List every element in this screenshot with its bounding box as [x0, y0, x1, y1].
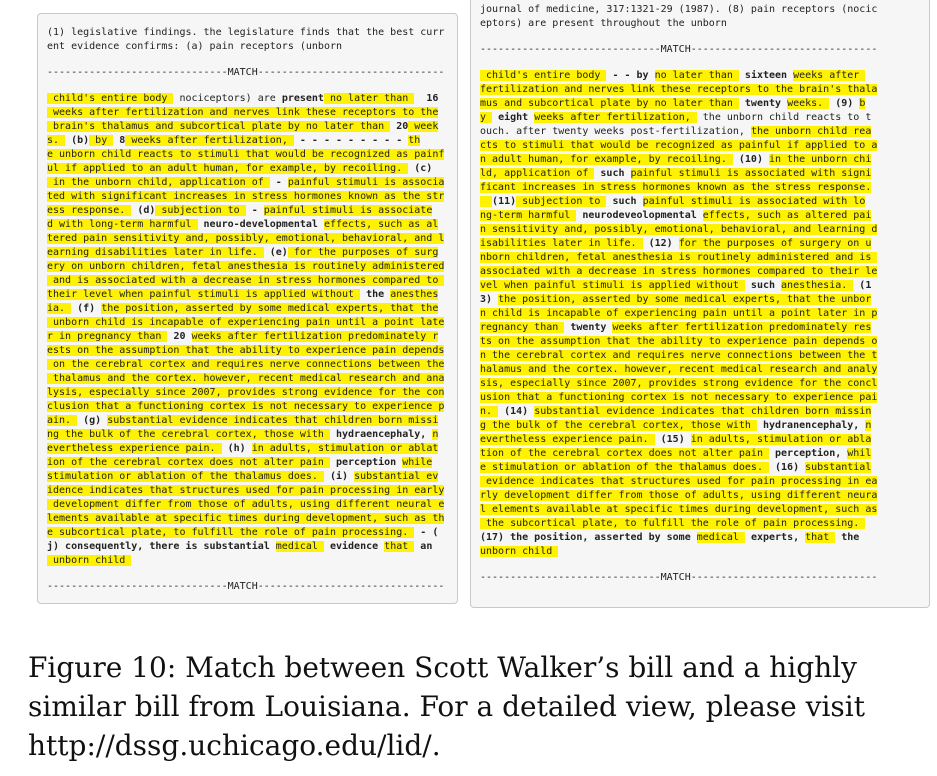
text-line: ery on unborn children, fetal anesthesia is routinely administered — [47, 261, 445, 272]
text-line: evertheless experience pain. (15) in adults, stimulation or abla — [480, 434, 872, 445]
text-line: ul if applied to an adult human, for example, by recoiling. (c) — [47, 163, 433, 174]
text-line: clusion that a functioning cortex is not necessary to experience p — [47, 401, 445, 412]
text-line: nborn children, fetal anesthesia is routinely administered and is — [480, 252, 878, 263]
text-line: child's entire body - - by no later than sixteen weeks after — [480, 70, 866, 81]
text-line: ess response. (d) subjection to - painful stimuli is associate — [47, 205, 433, 216]
text-line: ion of the cerebral cortex does not alter pain perception while — [47, 457, 433, 468]
text-line: idence indicates that structures used for pain processing in early — [47, 485, 445, 496]
match-separator: ------------------------------MATCH------------------------------- — [480, 44, 878, 55]
caption-line-2: similar bill from Louisiana. For a detailed view, please visit — [28, 690, 865, 723]
panel-header — [47, 26, 448, 54]
bill-panel-right — [470, 0, 930, 608]
text-line: unborn child — [47, 555, 132, 566]
text-line: mus and subcortical plate by no later than twenty weeks. (9) b — [480, 98, 866, 109]
caption-line-1: Figure 10: Match between Scott Walker’s bill and a highly — [28, 651, 857, 684]
text-line: sis, especially since 2007, provides strong evidence for the concl — [480, 378, 878, 389]
text-line: in the unborn child, application of - painful stimuli is associa — [47, 177, 445, 188]
caption-url: http://dssg.uchicago.edu/lid/. — [28, 729, 441, 762]
header-line: eptors) are present throughout the unborn — [480, 18, 727, 29]
text-line: isabilities later in life. (12) for the purposes of surgery on u — [480, 238, 872, 249]
text-line: n. (14) substantial evidence indicates that children born missin — [480, 406, 872, 417]
text-line: vel when painful stimuli is applied without such anesthesia. (1 — [480, 280, 872, 291]
text-line: evertheless experience pain. (h) in adults, stimulation or ablat — [47, 443, 439, 454]
figure-caption — [28, 648, 928, 765]
text-line: n child is incapable of experiencing pain until a point later in p — [480, 308, 878, 319]
text-line: e subcortical plate, to fulfill the role of pain processing. - ( — [47, 527, 439, 538]
header-line: (1) legislative findings. the legislature finds that the best curr — [47, 27, 445, 38]
text-line: ficant increases in stress hormones known as the stress response. — [480, 182, 872, 193]
text-line: development differ from those of adults, using different neural e — [47, 499, 445, 510]
text-line: thalamus and the cortex. however, recent medical research and ana — [47, 373, 445, 384]
text-line: tion of the cerebral cortex does not alter pain perception, whil — [480, 448, 872, 459]
text-line: j) consequently, there is substantial medical evidence that an — [47, 541, 433, 552]
text-line: the subcortical plate, to fulfill the role of pain processing. — [480, 518, 866, 529]
match-separator: ------------------------------MATCH------------------------------- — [480, 572, 878, 583]
text-line: regnancy than twenty weeks after fertilization predominately res — [480, 322, 872, 333]
text-line: weeks after fertilization and nerves link these receptors to the — [47, 107, 439, 118]
text-line: (17) the position, asserted by some medical experts, that the — [480, 532, 860, 543]
text-line: ld, application of such painful stimuli is associated with signi — [480, 168, 872, 179]
panel-header — [480, 3, 920, 31]
text-line: tered pain sensitivity and, possibly, emotional, behavioral, and l — [47, 233, 445, 244]
text-line: their level when painful stimuli is applied without the anesthes — [47, 289, 439, 300]
text-line: brain's thalamus and subcortical plate by no later than 20 week — [47, 121, 439, 132]
text-line: associated with a decrease in stress hormones compared to their le — [480, 266, 878, 277]
text-line: on the cerebral cortex and requires nerve connections between the — [47, 359, 445, 370]
text-line: rly development differ from those of adults, using different neura — [480, 490, 878, 501]
text-line: ted with significant increases in stress hormones known as the str — [47, 191, 445, 202]
text-line: r in pregnancy than 20 weeks after fertilization predominately r — [47, 331, 439, 342]
text-line: e stimulation or ablation of the thalamus does. (16) substantial — [480, 462, 872, 473]
text-line: lysis, especially since 2007, provides strong evidence for the con — [47, 387, 445, 398]
panel-body — [47, 92, 448, 568]
text-line: fertilization and nerves link these receptors to the brain's thala — [480, 84, 878, 95]
text-line: ia. (f) the position, asserted by some medical experts, that the — [47, 303, 439, 314]
text-line: e unborn child reacts to stimuli that would be recognized as painf — [47, 149, 445, 160]
text-line: and is associated with a decrease in stress hormones compared to — [47, 275, 445, 286]
match-separator: ------------------------------MATCH------------------------------- — [47, 67, 445, 78]
text-line: ng-term harmful neurodeveolopmental effects, such as altered pai — [480, 210, 872, 221]
text-line: ests on the assumption that the ability to experience pain depends — [47, 345, 445, 356]
text-line: s. (b) by 8 weeks after fertilization, - - - - - - - - - th — [47, 135, 421, 146]
text-line: y eight weeks after fertilization, the unborn child reacts to t — [480, 112, 872, 123]
text-line: g the bulk of the cerebral cortex, those with hydranencephaly, n — [480, 420, 872, 431]
text-line: n sensitivity and, possibly, emotional, behavioral, and learning d — [480, 224, 878, 235]
text-line: l elements available at specific times during development, such as — [480, 504, 878, 515]
text-line: ouch. after twenty weeks post-fertilization, the unborn child rea — [480, 126, 872, 137]
text-line: child's entire body nociceptors) are present no later than 16 — [47, 93, 439, 104]
text-line: ng the bulk of the cerebral cortex, those with hydraencephaly, n — [47, 429, 439, 440]
text-line: ts on the assumption that the ability to experience pain depends o — [480, 336, 878, 347]
text-line: evidence indicates that structures used for pain processing in ea — [480, 476, 878, 487]
text-line: unborn child is incapable of experiencing pain until a point late — [47, 317, 445, 328]
bill-panel-left — [37, 13, 458, 604]
text-line: lements available at specific times during development, such as th — [47, 513, 445, 524]
text-line: d with long-term harmful neuro-developmental effects, such as al — [47, 219, 439, 230]
header-line: ent evidence confirms: (a) pain receptors (unborn — [47, 41, 343, 52]
text-line: unborn child — [480, 546, 559, 557]
text-line: stimulation or ablation of the thalamus does. (i) substantial ev — [47, 471, 439, 482]
panel-body — [480, 69, 920, 559]
text-line: halamus and the cortex. however, recent medical research and analy — [480, 364, 878, 375]
text-line: (11) subjection to such painful stimuli is associated with lo — [480, 195, 920, 209]
text-line: 3) the position, asserted by some medical experts, that the unbor — [480, 294, 872, 305]
text-line: earning disabilities later in life. (e) for the purposes of surg — [47, 247, 439, 258]
match-separator: ------------------------------MATCH------------------------------- — [47, 581, 445, 592]
text-line: n the cerebral cortex and requires nerve connections between the t — [480, 350, 878, 361]
text-line: n adult human, for example, by recoiling. (10) in the unborn chi — [480, 154, 872, 165]
text-line: ain. (g) substantial evidence indicates that children born missi — [47, 415, 439, 426]
text-line: usion that a functioning cortex is not necessary to experience pai — [480, 392, 878, 403]
text-line: cts to stimuli that would be recognized as painful if applied to a — [480, 140, 878, 151]
header-line: journal of medicine, 317:1321-29 (1987). (8) pain receptors (nocic — [480, 4, 878, 15]
